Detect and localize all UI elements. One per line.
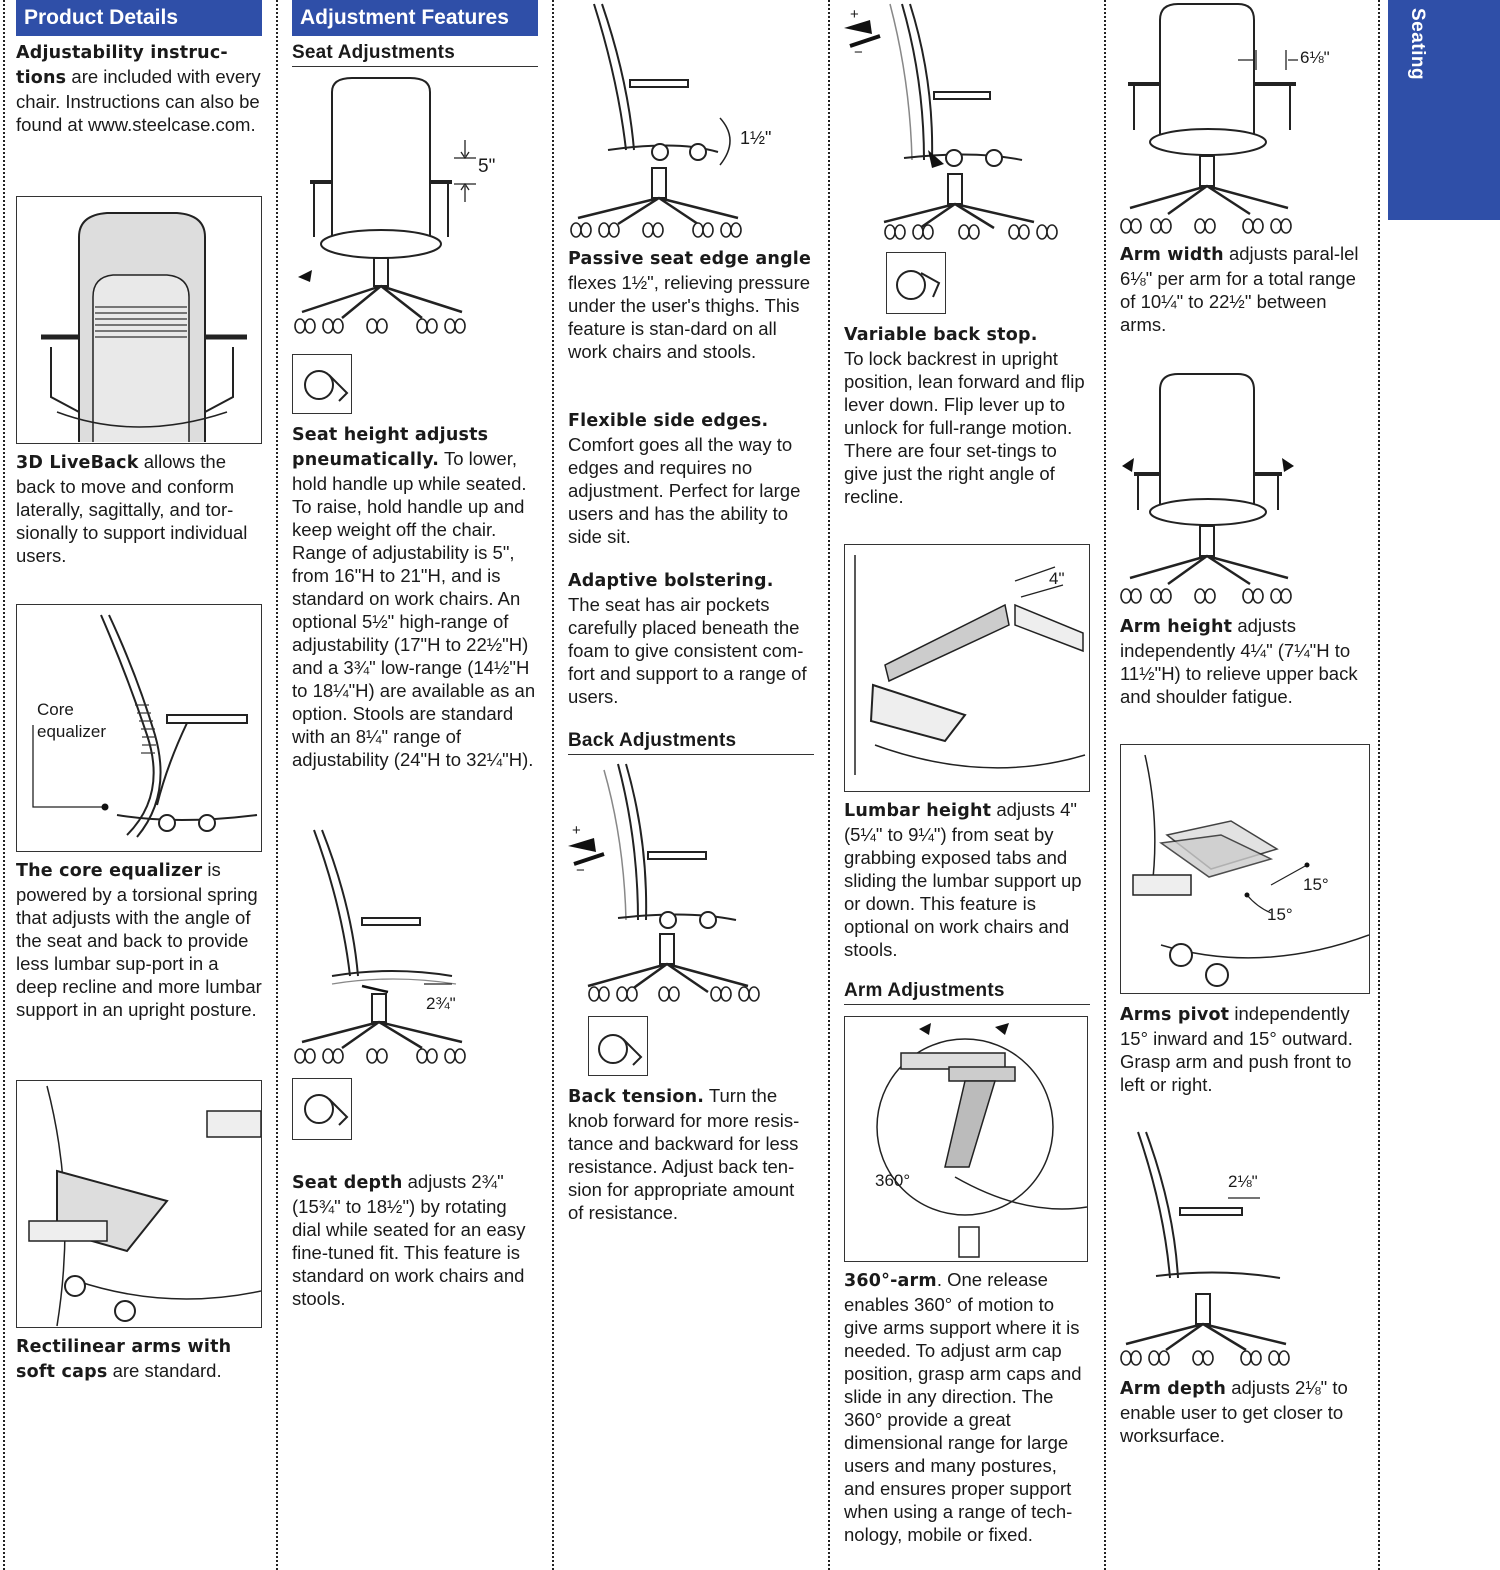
seat-height-illustration [292,72,538,344]
back-stop-block [844,322,1090,508]
seat-edge-block [568,246,814,363]
subhead-back-adjustments: Back Adjustments [568,730,814,755]
rectilinear-arms-illustration [16,1080,262,1328]
subhead-arm-adjustments: Arm Adjustments [844,980,1090,1005]
knob-icon [293,355,351,413]
section-tab-label: Seating [1407,8,1428,81]
core-text: is powered by a torsional spring that adjusts with the angle of the seat and back to provide less lumbar sup-port in a deep recline and more lumbar support in an upright posture. [16,859,262,1020]
minus-sign: − [576,862,585,879]
dim-seat-edge: 1½" [740,128,772,148]
seat-depth-knob-inset [292,1078,352,1140]
chair-front-icon [1120,0,1366,238]
seat-height-block [292,422,538,771]
seat-edge-text: flexes 1½", relieving pressure under the user's thighs. This feature is stan-dard on all work chairs and stools. [568,272,811,362]
chair-side-icon [568,0,814,242]
arm-pivot-icon [1121,745,1369,993]
back-stop-text: To lock backrest in upright position, lean forward and flip lever down. Flip lever up to unlock for full-range motion. There are four set-tings to give just the right angle of recline. [844,348,1085,507]
chair-front-icon [292,72,538,344]
seat-edge-bold: Passive seat edge angle [568,249,812,269]
flexible-edges-block [568,408,814,548]
back-tension-illustration [568,760,814,1008]
chair-side-icon [292,826,538,1068]
seat-depth-text: adjusts 2¾" (15¾" to 18½") by rotating dial while seated for an easy fine-tuned fit. This feature is standard on work chairs and stools. [292,1171,526,1309]
column-separator [276,0,278,1570]
core-bold: The core equalizer [16,861,203,881]
column-seat-back [568,0,814,1570]
column-separator [1378,0,1380,1570]
arm-cap-icon [17,1081,261,1327]
arm-pivot-text: independently 15° inward and 15° outward. Grasp arm and push front to left or right. [1120,1003,1353,1095]
arm-depth-block [1120,1376,1366,1447]
seat-depth-bold: Seat depth [292,1173,403,1193]
subhead-seat-adjustments: Seat Adjustments [292,42,538,67]
knob-icon [293,1079,351,1139]
chair-recline-icon [844,0,1090,246]
column-product-details [16,0,262,1570]
arm-width-illustration [1120,0,1366,238]
dim-arm-width: 6⅛" [1300,48,1330,67]
flex-bold: Flexible side edges. [568,411,769,431]
arm-pivot-bold: Arms pivot [1120,1005,1230,1025]
arm-height-block [1120,614,1366,708]
intro-text: are included with every chair. Instructions can also be found at www.steelcase.com. [16,66,261,135]
knob-icon [589,1017,647,1075]
dim-lumbar: 4" [1049,569,1065,588]
arm-height-bold: Arm height [1120,617,1233,637]
arm-width-text: adjusts paral-lel 6⅛" per arm for a total range of 10¼" to 22½" between arms. [1120,243,1359,335]
chair-front-icon [1120,370,1366,610]
back-adjustments-section [568,724,814,755]
back-stop-lever-inset [886,252,946,314]
adaptive-bolstering-block [568,568,814,708]
seat-depth-illustration [292,826,538,1068]
chair-back-icon [17,197,261,443]
bolster-text: The seat has air pockets carefully placed beneath the foam to give consistent com-fort and support to a range of users. [568,594,807,707]
dim-360: 360° [875,1171,911,1190]
arms-bold: Rectilinear arms with soft caps [16,1337,232,1382]
lumbar-text: adjusts 4" (5¼" to 9¼") from seat by grabbing exposed tabs and sliding the lumbar support up or down. This feature is optional on work chairs and stools. [844,799,1082,960]
arm-adjustments-section [844,974,1090,1005]
bolster-bold: Adaptive bolstering. [568,571,774,591]
arm-360-bold: 360°-arm [844,1271,937,1291]
arm-360-illustration [844,1016,1088,1262]
column-separator [552,0,554,1570]
plus-sign: + [850,6,859,23]
chair-recline-icon [568,760,814,1008]
core-equalizer-block [16,858,262,1021]
core-equalizer-illustration [16,604,262,852]
plus-sign: + [572,822,581,839]
back-tension-bold: Back tension. [568,1087,705,1107]
arm-depth-text: adjusts 2⅛" to enable user to get closer to worksurface. [1120,1377,1348,1446]
liveback-text: allows the back to move and conform laterally, sagittally, and tor-sionally to support individual users. [16,451,248,566]
liveback-bold: 3D LiveBack [16,453,139,473]
minus-sign: − [854,44,863,61]
lumbar-block [844,798,1090,961]
intro-block [16,40,262,136]
column-back-arm [844,0,1090,1570]
dim-pivot-outward: 15° [1303,875,1329,894]
header-product-details: Product Details [16,0,262,36]
back-tension-knob-inset [588,1016,648,1076]
seat-edge-illustration [568,0,814,242]
arm-360-text: . One release enables 360° of motion to give arms support where it is needed. To adjust arm cap position, grasp arm caps and slide in any direction. The 360° provide a great dimensional range for large users and many postures, and ensures proper support when using a range of tech-nology, mobile or fixed. [844,1269,1082,1545]
seat-height-knob-inset [292,354,352,414]
back-stop-bold: Variable back stop. [844,325,1038,345]
seat-depth-block [292,1170,538,1310]
column-separator [1104,0,1106,1570]
lever-icon [887,253,945,313]
back-stop-illustration [844,0,1090,246]
lumbar-illustration [844,544,1090,792]
dim-arm-depth: 2⅛" [1228,1172,1258,1191]
seat-height-bold: Seat height adjusts pneumatically. [292,425,489,470]
dim-seat-height: 5" [478,156,496,177]
arms-text: are standard. [107,1360,222,1381]
column-arm-adjustments [1120,0,1366,1570]
column-separator [828,0,830,1570]
back-tension-text: Turn the knob forward for more resis-tance and backward for less resistance. Adjust back ten-sion for appropriate amount of resistance. [568,1085,800,1223]
column-separator [3,0,5,1570]
dim-pivot-inward: 15° [1267,905,1293,924]
core-equalizer-label: Core equalizer [37,699,127,743]
arm-pivot-block [1120,1002,1366,1096]
arm-height-text: adjusts independently 4¼" (7¼"H to 11½"H) to relieve upper back and shoulder fatigue. [1120,615,1358,707]
arm-360-icon [845,1017,1087,1261]
seat-height-text: To lower, hold handle up while seated. To raise, hold handle up and keep weight off the chair. Range of adjustability is 5", from 16"H to 21"H, and is standard on work chairs. An optional 5½" high-range of adjustability (17"H to 22½"H) and a 3¾" low-range (14½"H to 18¼"H) are available as an option. Stools are standard with an 8¼" range of adjustability (24"H to 32¼"H). [292,448,536,770]
column-seat-adjustments [292,0,538,1570]
dim-seat-depth: 2¾" [426,994,456,1013]
flex-text: Comfort goes all the way to edges and requires no adjustment. Perfect for large users and has the ability to side sit. [568,434,801,547]
header-adjustment-features: Adjustment Features [292,0,538,36]
lumbar-bold: Lumbar height [844,801,992,821]
chair-side-icon [1120,1128,1366,1370]
arm-360-block [844,1268,1090,1546]
back-tension-block [568,1084,814,1224]
rectilinear-arms-block [16,1334,262,1384]
arm-pivot-illustration [1120,744,1370,994]
liveback-illustration [16,196,262,444]
arm-height-illustration [1120,370,1366,610]
arm-depth-illustration [1120,1128,1366,1370]
liveback-block [16,450,262,567]
intro-bold: Adjustability instruc-tions [16,43,228,88]
arm-width-block [1120,242,1366,336]
arm-width-bold: Arm width [1120,245,1224,265]
section-tab-seating [1388,0,1500,220]
arm-depth-bold: Arm depth [1120,1379,1227,1399]
